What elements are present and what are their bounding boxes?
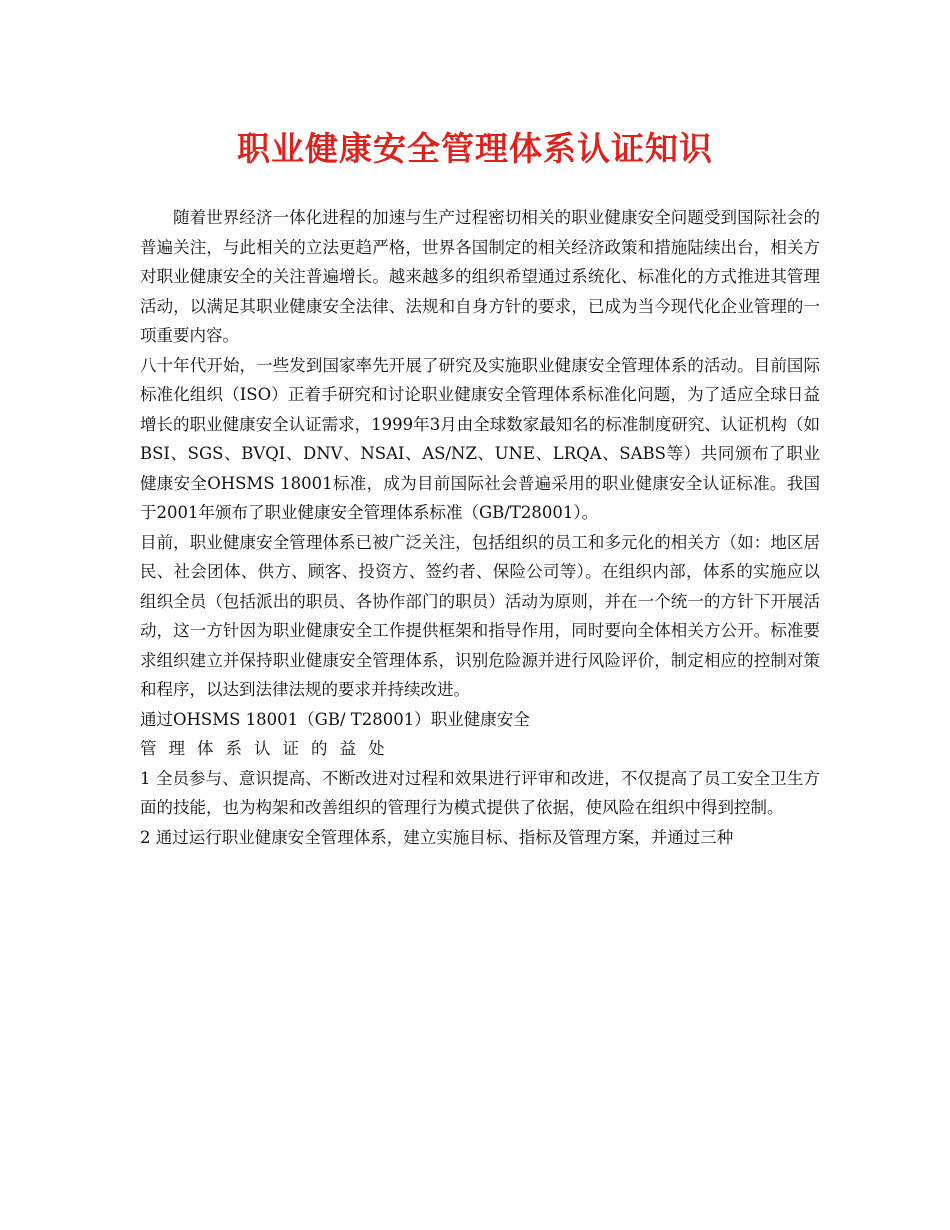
section-heading-line2: 管理体系认证的益处 [140,739,397,758]
document-title: 职业健康安全管理体系认证知识 [237,129,713,168]
paragraph-benefit-2: 2 通过运行职业健康安全管理体系，建立实施目标、指标及管理方案，并通过三种 [140,827,734,847]
paragraph-history: 八十年代开始，一些发到国家率先开展了研究及实施职业健康安全管理体系的活动。目前国际标准化组织（ISO）正着手研究和讨论职业健康安全管理体系标准化问题，为了适应全球日益增长的职业健康安全认证需求，1999年3月由全球数家最知名的标准制度研究、认证机构（如BSI、SGS、BVQI、DNV、NSAI、AS/NZ、UNE、LRQA、SABS等）共同颁布了职业健康安全OHSMS 18001标准，成为目前国际社会普遍采用的职业健康安全认证标准。我国于2001年颁布了职业健康安全管理体系标准（GB/T28001）。 [140,355,820,522]
section-heading-line1: 通过OHSMS 18001（GB/ T28001）职业健康安全 [140,709,530,729]
paragraph-benefit-1: 1 全员参与、意识提高、不断改进对过程和效果进行评审和改进，不仅提高了员工安全卫生方面的技能，也为构架和改善组织的管理行为模式提供了依据，使风险在组织中得到控制。 [140,768,820,817]
paragraph-current: 目前，职业健康安全管理体系已被广泛关注，包括组织的员工和多元化的相关方（如：地区居民、社会团体、供方、顾客、投资方、签约者、保险公司等）。在组织内部，体系的实施应以组织全员（包括派出的职员、各协作部门的职员）活动为原则，并在一个统一的方针下开展活动，这一方针因为职业健康安全工作提供框架和指导作用，同时要向全体相关方公开。标准要求组织建立并保持职业健康安全管理体系，识别危险源并进行风险评价，制定相应的控制对策和程序，以达到法律法规的要求并持续改进。 [140,532,820,699]
document-body [140,203,820,852]
paragraph-intro: 随着世界经济一体化进程的加速与生产过程密切相关的职业健康安全问题受到国际社会的普遍关注，与此相关的立法更趋严格，世界各国制定的相关经济政策和措施陆续出台，相关方对职业健康安全的关注普遍增长。越来越多的组织希望通过系统化、标准化的方式推进其管理活动，以满足其职业健康安全法律、法规和自身方针的要求，已成为当今现代化企业管理的一项重要内容。 [140,208,820,345]
